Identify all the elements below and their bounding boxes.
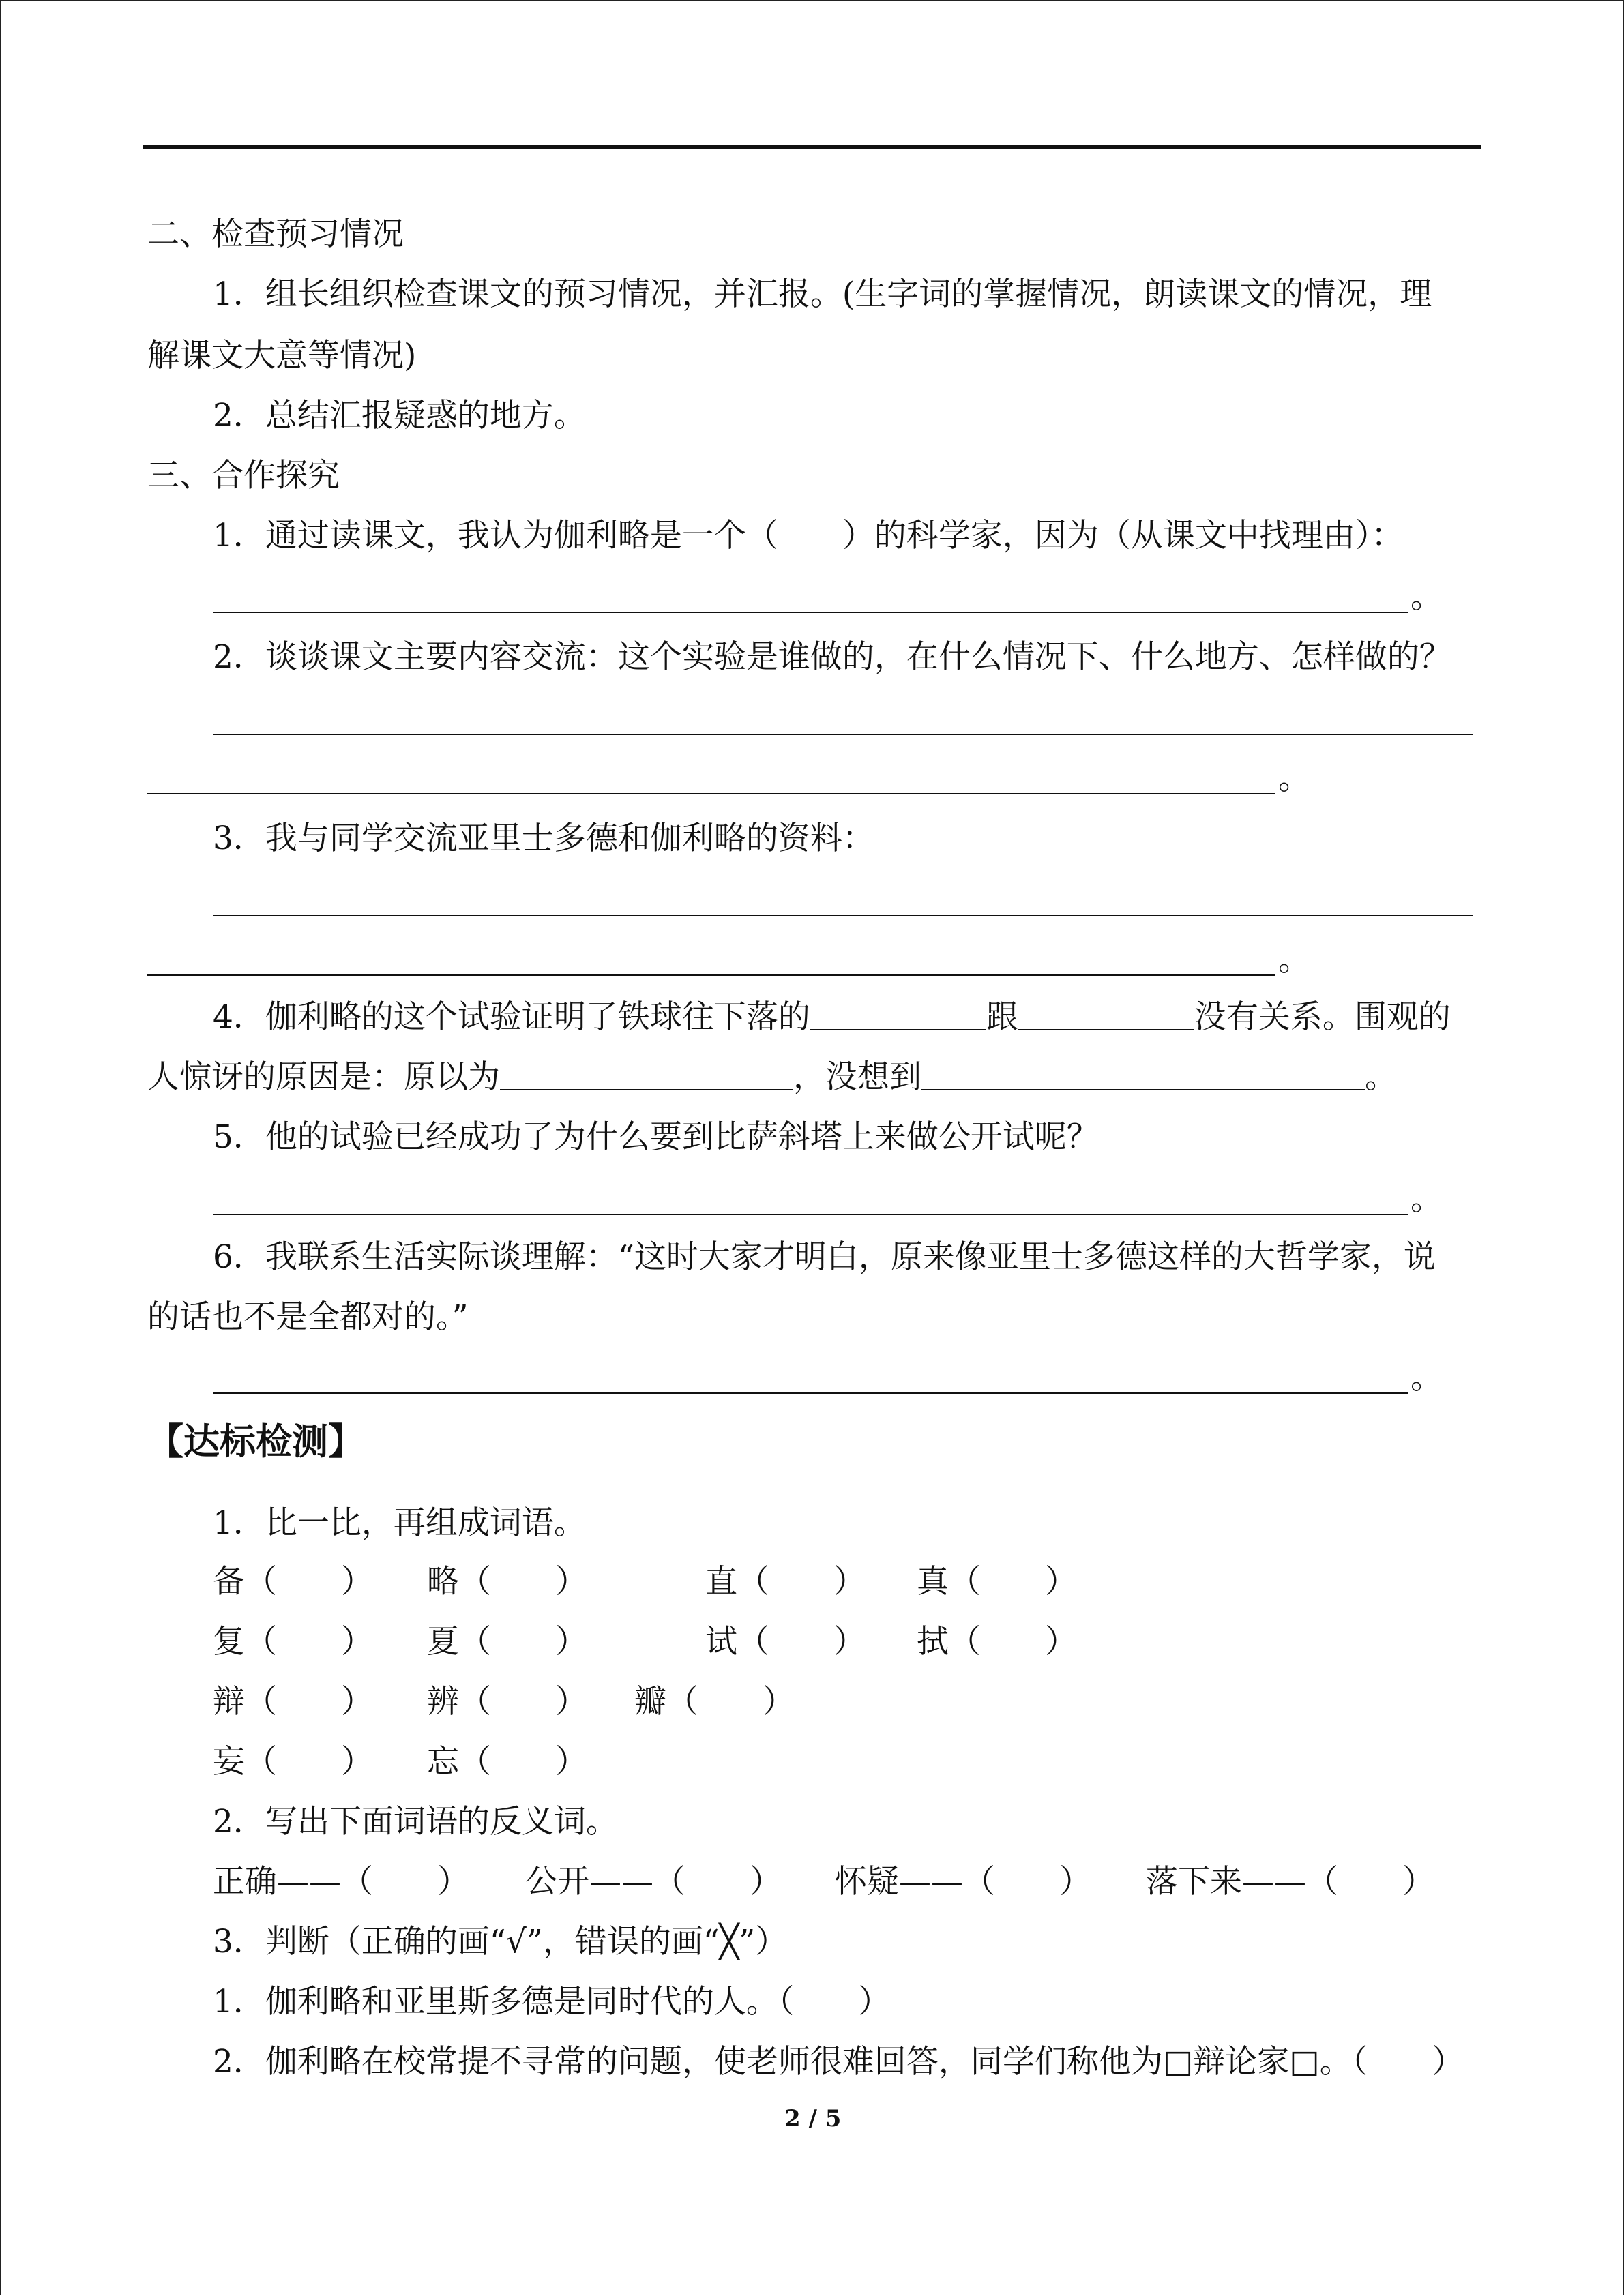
period-mark: 。 (1411, 1180, 1443, 1218)
question-4-text-e: ，没想到 (793, 1058, 921, 1096)
blank-field[interactable] (810, 1002, 986, 1030)
judgement-2: 2．伽利略在校常提不寻常的问题，使老师很难回答，同学们称他为□辩论家□。（ ） (213, 2043, 1464, 2081)
question-6: 6．我联系生活实际谈理解：“这时大家才明白，原来像亚里士多德这样的大哲学家，说 (213, 1238, 1436, 1276)
question-4-text-c: 没有关系。围观的 (1194, 998, 1451, 1036)
judgement-1: 1．伽利略和亚里斯多德是同时代的人。（ ） (213, 1983, 891, 2021)
word-pair[interactable]: 拭（ ） (917, 1623, 1077, 1660)
word-pair[interactable]: 真（ ） (917, 1563, 1077, 1600)
answer-line[interactable] (213, 1392, 1408, 1394)
test-question-1: 1．比一比，再组成词语。 (213, 1504, 586, 1542)
word-pair[interactable]: 略（ ） (427, 1563, 587, 1600)
antonym-item[interactable]: 落下来——（ ） (1146, 1863, 1434, 1900)
question-2: 2．谈谈课文主要内容交流：这个实验是谁做的，在什么情况下、什么地方、怎样做的？ (213, 638, 1451, 676)
answer-line[interactable] (213, 734, 1473, 735)
word-pair[interactable]: 备（ ） (213, 1563, 373, 1600)
answer-line[interactable] (147, 793, 1275, 794)
period-mark: 。 (1278, 760, 1310, 797)
word-pair[interactable]: 夏（ ） (427, 1623, 587, 1660)
word-pair[interactable]: 辩（ ） (213, 1683, 373, 1720)
answer-line[interactable] (147, 974, 1275, 976)
question-4-text-a: 4．伽利略的这个试验证明了铁球往下落的 (213, 998, 810, 1036)
section3-title: 三、合作探究 (147, 457, 340, 494)
answer-line[interactable] (213, 1214, 1408, 1215)
antonym-item[interactable]: 公开——（ ） (525, 1863, 782, 1900)
period-mark: 。 (1278, 941, 1310, 979)
answer-line[interactable] (213, 915, 1473, 916)
word-pair[interactable]: 忘（ ） (427, 1743, 587, 1780)
word-pair[interactable]: 试（ ） (705, 1623, 866, 1660)
blank-field[interactable] (921, 1062, 1365, 1090)
antonym-item[interactable]: 正确——（ ） (213, 1863, 469, 1900)
period-mark: 。 (1411, 1359, 1443, 1397)
question-3: 3．我与同学交流亚里士多德和伽利略的资料： (213, 820, 874, 857)
question-5: 5．他的试验已经成功了为什么要到比萨斜塔上来做公开试呢？ (213, 1118, 1099, 1156)
section2-item1-cont: 解课文大意等情况) (147, 337, 417, 374)
blank-field[interactable] (500, 1062, 793, 1090)
antonym-item[interactable]: 怀疑——（ ） (835, 1863, 1091, 1900)
period-mark: 。 (1411, 578, 1443, 616)
section2-item2: 2．总结汇报疑惑的地方。 (213, 397, 586, 434)
test-question-2: 2．写出下面词语的反义词。 (213, 1803, 618, 1840)
word-pair[interactable]: 瓣（ ） (634, 1683, 795, 1720)
word-pair[interactable]: 妄（ ） (213, 1743, 373, 1780)
answer-line[interactable] (213, 612, 1408, 613)
section2-title: 二、检查预习情况 (147, 215, 404, 253)
question-4-text-b: 跟 (986, 998, 1018, 1036)
page-number: 2 / 5 (784, 2105, 842, 2132)
question-6-cont: 的话也不是全都对的。” (147, 1298, 469, 1336)
period-mark: 。 (1365, 1058, 1397, 1096)
header-rule (143, 145, 1481, 149)
test-heading: 【达标检测】 (147, 1420, 364, 1463)
blank-field[interactable] (1018, 1002, 1194, 1030)
question-1: 1．通过读课文，我认为伽利略是一个（ ）的科学家，因为（从课文中找理由）： (213, 517, 1404, 554)
word-pair[interactable]: 复（ ） (213, 1623, 373, 1660)
section2-item1: 1．组长组织检查课文的预习情况，并汇报。(生字词的掌握情况，朗读课文的情况，理 (213, 275, 1432, 313)
question-4 (213, 998, 1451, 1036)
word-pair[interactable]: 直（ ） (705, 1563, 866, 1600)
question-4-cont (147, 1058, 1397, 1096)
question-4-text-d: 人惊讶的原因是：原以为 (147, 1058, 500, 1096)
word-pair[interactable]: 辨（ ） (427, 1683, 587, 1720)
test-question-3: 3．判断（正确的画“√”，错误的画“╳”） (213, 1923, 788, 1960)
